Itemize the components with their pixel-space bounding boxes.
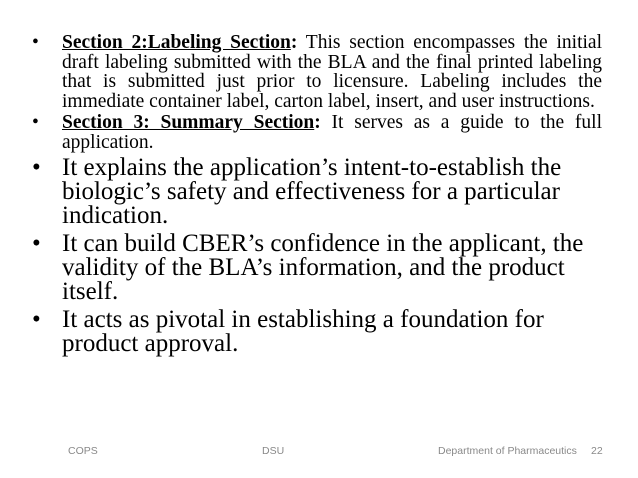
footer-right: Department of Pharmaceutics — [438, 445, 577, 457]
heading-colon: : — [314, 112, 321, 133]
bullet-summary-section — [30, 113, 602, 152]
bullet-marker: • — [32, 112, 39, 133]
bullet-labeling-section — [30, 33, 602, 111]
bullet-text: It can build CBER’s confidence in the applicant, the validity of the BLA’s information, and the product itself. — [62, 230, 584, 305]
bullet-text: This section encompasses the initial draft labeling submitted with the BLA and the final printed labeling that is submitted just prior to licensure. Labeling includes the immediate container label, carton label, insert, and user instructions. — [62, 32, 602, 112]
bullet-marker: • — [32, 306, 41, 333]
section-heading: Section 2:Labeling Section — [62, 32, 291, 53]
bullet-text: It serves as a guide to the full application. — [62, 112, 602, 153]
bullet-foundation — [30, 308, 602, 356]
slide-body — [30, 33, 602, 356]
bullet-marker: • — [32, 230, 41, 257]
footer-center: DSU — [262, 445, 285, 457]
bullet-text: It acts as pivotal in establishing a foundation for product approval. — [62, 306, 544, 357]
slide-footer — [0, 445, 638, 465]
bullet-marker: • — [32, 154, 41, 181]
bullet-confidence — [30, 232, 602, 304]
page-number: 22 — [591, 445, 603, 457]
bullet-marker: • — [32, 32, 39, 53]
bullet-intent — [30, 156, 602, 228]
footer-left: COPS — [68, 445, 98, 457]
section-heading: Section 3: Summary Section — [62, 112, 315, 133]
heading-colon: : — [290, 32, 298, 53]
bullet-text: It explains the application’s intent-to-establish the biologic’s safety and effectiveness for a particular indication. — [62, 154, 562, 229]
